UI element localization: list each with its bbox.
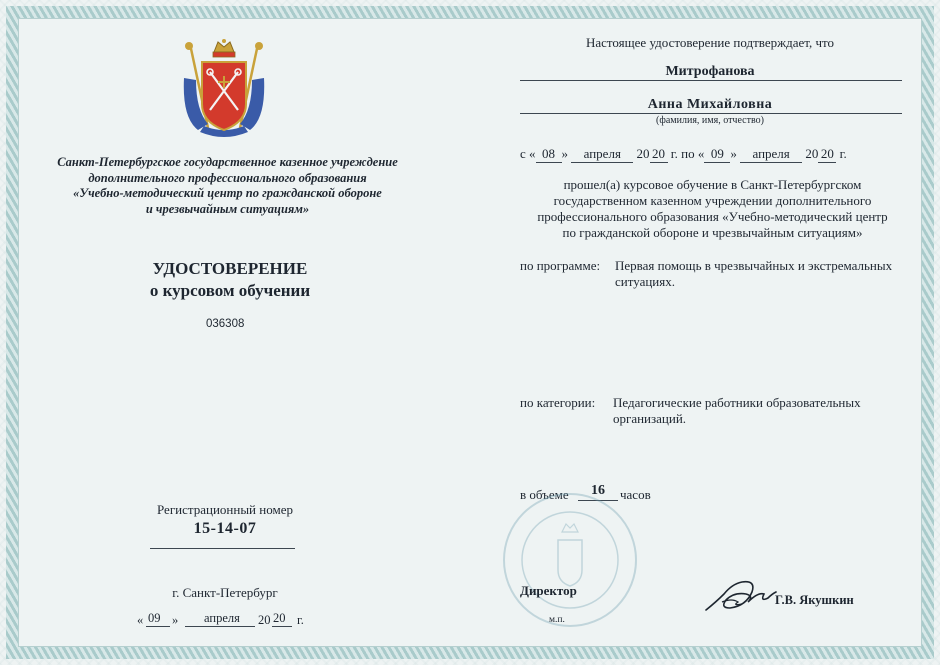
issue-date-month: апреля [204,611,240,625]
category-label: по категории: [520,395,596,410]
category-line: Педагогические работники образовательных [613,395,861,410]
round-seal-stamp-icon [498,490,643,630]
statement-line: профессионального образования «Учебно-методический центр [537,209,888,224]
hours-prefix: в объеме [520,487,569,502]
statement-line: по гражданской обороне и чрезвычайным ситуациям» [562,225,863,240]
title-line: УДОСТОВЕРЕНИЕ [152,259,308,278]
issue-date-open-quote: « [137,613,144,627]
period-year-word-2: г. [839,146,847,161]
org-line: и чрезвычайным ситуациям» [145,201,310,216]
period-from-word: с « [520,146,536,161]
issue-date-year: 20 [273,611,286,625]
period-to-month: апреля [740,146,802,163]
issue-day-underline [146,626,170,627]
training-statement [520,177,905,241]
surname-underline [520,80,902,81]
issue-month-underline [185,626,255,627]
training-period [520,146,905,163]
document-title [120,258,340,302]
signatory-name: Г.В. Якушкин [775,593,854,607]
period-to-year: 20 [818,146,836,163]
organization-name [30,155,425,217]
coat-of-arms-emblem-icon [178,38,270,140]
name-underline [520,113,902,114]
org-line: дополнительного профессионального образования [88,170,367,185]
registration-label: Регистрационный номер [157,502,293,517]
hours-value: 16 [591,483,605,498]
period-from-close: » [561,146,569,161]
name-caption: (фамилия, имя, отчество) [656,115,764,126]
org-line: «Учебно-методический центр по гражданской обороне [73,186,382,200]
issue-date-year-prefix: 20 [258,613,271,627]
issue-date-year-word: г. [297,613,304,627]
category-line: организаций. [613,411,687,426]
period-to-year-prefix: 20 [805,146,819,161]
org-line: Санкт-Петербургское государственное казенное учреждение [57,155,398,169]
period-to-word: по « [681,146,705,161]
period-from-year: 20 [650,146,668,163]
issue-city: г. Санкт-Петербург [172,585,278,600]
signature-icon [702,572,780,618]
statement-line: прошел(а) курсовое обучение в Санкт-Петербургском [563,177,862,192]
hours-suffix: часов [620,487,651,502]
period-from-year-prefix: 20 [636,146,650,161]
program-line: ситуациях. [615,274,675,289]
program-value [615,258,915,290]
holder-name: Анна Михайловна [647,97,773,112]
program-label: по программе: [520,258,601,273]
stamp-place-label: м.п. [549,615,565,625]
program-line: Первая помощь в чрезвычайных и экстремальных [615,258,893,273]
statement-line: государственном казенном учреждении дополнительного [553,193,872,208]
confirmation-header: Настоящее удостоверение подтверждает, что [585,35,834,50]
period-year-word-1: г. [670,146,678,161]
category-value [613,395,903,427]
holder-surname: Митрофанова [665,64,755,79]
issue-date-close-quote: » [172,613,179,627]
period-from-month: апреля [571,146,633,163]
period-to-day: 09 [704,146,730,163]
period-from-day: 08 [536,146,562,163]
subtitle-line: о курсовом обучении [149,281,311,300]
issue-year-underline [272,626,292,627]
registration-number: 15-14-07 [193,520,257,537]
serial-number: 036308 [206,318,245,330]
director-label: Директор [520,583,577,598]
period-to-close: » [730,146,737,161]
issue-date-day: 09 [148,611,161,625]
registration-underline [150,548,295,549]
